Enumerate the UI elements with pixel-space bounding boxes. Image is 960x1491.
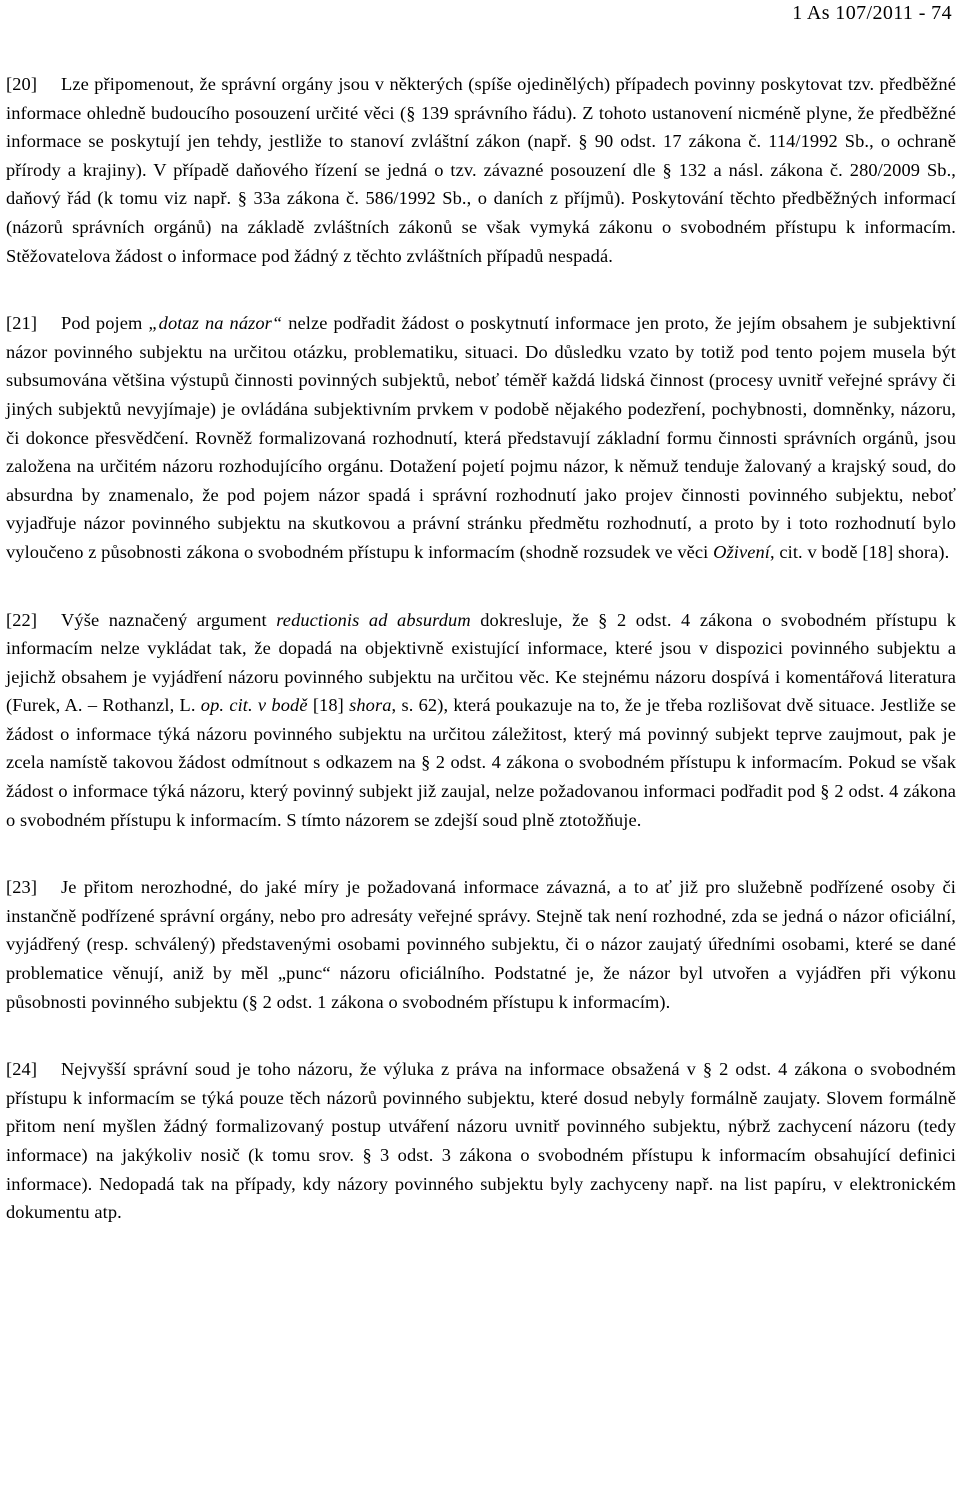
paragraph-number: [24] — [6, 1059, 38, 1080]
paragraph-text: Nejvyšší správní soud je toho názoru, že výluka z práva na informace obsažená v § 2 odst. 4 zákona o svobodném přístupu k informacím se týká pouze těch názorů povinného subjektu, které dosud nebyly formálně zaujaty. Slovem formálně přitom není myšlen žádný formalizovaný postup utváření názoru uvnitř povinného subjektu, nýbrž zachycení názoru (tedy informace) na jakýkoliv nosič (k tomu srov. § 3 odst. 3 zákona o svobodném přístupu k informacím obsahující definici informace). Nedopadá tak na případy, kdy názory povinného subjektu byly zachyceny např. na list papíru, v elektronickém dokumentu atp. — [6, 1059, 956, 1223]
paragraph-text: nelze podřadit žádost o poskytnutí informace jen proto, že jejím obsahem je subjektivní názor povinného subjektu na určitou otázku, problematiku, situaci. Do důsledku vzato by totiž pod tento pojem musela být subsumována většina výstupů činnosti povinných subjektů, neboť téměř každá lidská činnost (procesy uvnitř veřejné správy či jiných subjektů nevyjímaje) je ovládána subjektivním prvkem v podobě nějakého podezření, pochybnosti, domněnky, názoru, či dokonce přesvědčení. Rovněž formalizovaná rozhodnutí, která představují základní formu činnosti správních orgánů, jsou založena na určitém názoru rozhodujícího orgánu. Dotažení pojetí pojmu názor, k němuž tenduje žalovaný a krajský soud, do absurdna by znamenalo, že pod pojem názor spadá i správní rozhodnutí jako projev činnosti povinného subjektu, neboť vyjadřuje názor povinného subjektu na skutkovou a právní stránku předmětu rozhodnutí, a proto by i toto rozhodnutí bylo vyloučeno z působnosti zákona o svobodném přístupu k informacím (shodně rozsudek ve věci — [6, 313, 956, 562]
paragraph-text: dokresluje, že § 2 odst. 4 zákona o svobodném přístupu k informacím nelze vykládat tak, že dopadá na objektivně existující informace, které jsou v dispozici povinného subjektu a jejichž obsahem je vyjádření názoru povinného subjektu na určitou věc. Ke stejnému názoru dospívá i komentářová literatura (Furek, A. – Rothanzl, L. — [6, 609, 957, 716]
paragraph-text: Výše naznačený argument — [61, 609, 277, 630]
paragraph-text: , cit. v bodě [18] shora). — [769, 541, 950, 562]
paragraph-number: [23] — [6, 877, 38, 898]
case-reference: 1 As 107/2011 - 74 — [792, 2, 952, 24]
paragraph-number: [22] — [6, 609, 38, 630]
paragraph-23 — [6, 873, 956, 1016]
paragraph-number: [21] — [6, 313, 38, 334]
paragraph-text: [18] — [307, 695, 350, 716]
paragraph-number: [20] — [6, 74, 38, 94]
italic-citation: shora — [349, 695, 392, 716]
paragraph-20 — [6, 70, 956, 270]
italic-citation: op. cit. v bodě — [200, 695, 308, 716]
paragraph-text: , s. 62), která poukazuje na to, že je třeba rozlišovat dvě situace. Jestliže se žádost o informace týká názoru povinného subjektu na určitou záležitost, který má povinný subjekt teprve zaujmout, pak je zcela namístě takovou žádost odmítnout s odkazem na § 2 odst. 4 zákona o svobodném přístupu k informacím. Pokud se však žádost o informace týká názoru, který povinný subjekt již zaujal, nelze požadovanou informaci podřadit pod § 2 odst. 4 zákona o svobodném přístupu k informacím. S tímto názorem se zdejší soud plně ztotožňuje. — [6, 695, 957, 830]
italic-case-name: Oživení — [713, 541, 770, 562]
paragraph-text: Pod pojem — [61, 313, 149, 334]
paragraph-24 — [6, 1055, 956, 1227]
italic-term: „dotaz na názor“ — [148, 313, 283, 334]
italic-term: reductionis ad absurdum — [276, 609, 471, 630]
paragraph-text: Lze připomenout, že správní orgány jsou v některých (spíše ojedinělých) případech povinny poskytovat tzv. předběžné informace ohledně budoucího posouzení určité věci (§ 139 správního řádu). Z tohoto ustanovení nicméně plyne, že předběžné informace se poskytují jen tehdy, jestliže to stanoví zvláštní zákon (např. § 90 odst. 17 zákona č. 114/1992 Sb., o ochraně přírody a krajiny). V případě daňového řízení se jedná o tzv. závazné posouzení dle § 132 a násl. zákona č. 280/2009 Sb., daňový řád (k tomu viz např. § 33a zákona č. 586/1992 Sb., o daních z příjmů). Poskytování těchto předběžných informací (názorů správních orgánů) na základě zvláštních zákonů se však vymyká zákonu o svobodném přístupu k informacím. Stěžovatelova žádost o informace pod žádný z těchto zvláštních případů nespadá. — [6, 74, 956, 266]
paragraph-22 — [6, 606, 956, 835]
document-body — [6, 70, 956, 1266]
paragraph-text: Je přitom nerozhodné, do jaké míry je požadovaná informace závazná, a to ať již pro služebně podřízené osoby či instančně podřízené správní orgány, nebo pro adresáty veřejné správy. Stejně tak není rozhodné, zda se jedná o názor oficiální, vyjádřený (resp. schválený) představenými osobami povinného subjektu, či o názor zaujatý úředními osobami, které se dané problematice věnují, aniž by měl „punc“ názoru oficiálního. Podstatné je, že názor byl utvořen a vyjádřen při výkonu působnosti povinného subjektu (§ 2 odst. 1 zákona o svobodném přístupu k informacím). — [6, 877, 956, 1012]
paragraph-21 — [6, 309, 956, 566]
